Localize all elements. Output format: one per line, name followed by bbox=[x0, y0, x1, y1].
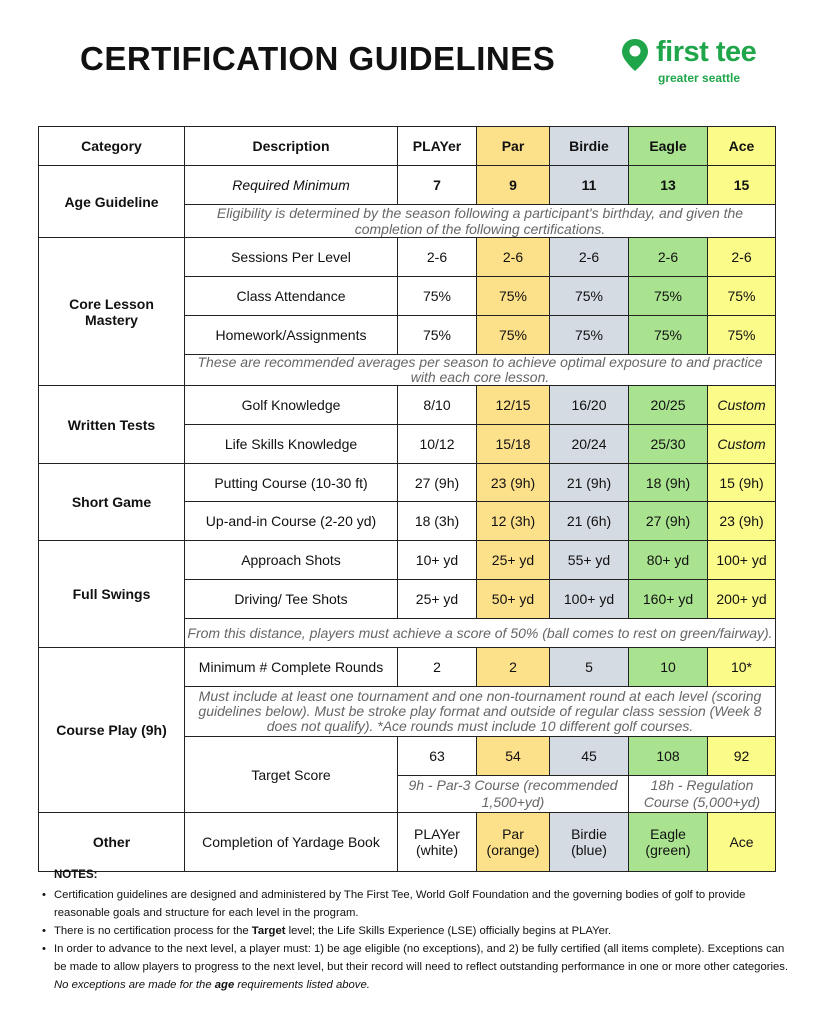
note-bold: Target bbox=[251, 925, 286, 937]
short-player: 27 (9h) bbox=[398, 464, 477, 502]
written-row bbox=[39, 386, 776, 425]
full-player: 10+ yd bbox=[398, 541, 477, 580]
rounds-player: 2 bbox=[398, 648, 477, 687]
core-player: 75% bbox=[398, 277, 477, 316]
short-par: 12 (3h) bbox=[477, 502, 550, 541]
core-birdie: 75% bbox=[550, 277, 629, 316]
core-eagle: 2-6 bbox=[629, 238, 708, 277]
core-birdie: 2-6 bbox=[550, 238, 629, 277]
written-player: 10/12 bbox=[398, 425, 477, 464]
yardage-book-name: PLAYer bbox=[414, 826, 460, 842]
age-note: Eligibility is determined by the season following a participant's birthday, and given the completion of the following certifications. bbox=[185, 205, 776, 238]
header-ace: Ace bbox=[708, 127, 776, 166]
category-age: Age Guideline bbox=[39, 166, 185, 238]
core-ace: 75% bbox=[708, 277, 776, 316]
note-italic: No exceptions are made for the bbox=[54, 979, 215, 991]
note-bold: age bbox=[214, 979, 235, 991]
header-description: Description bbox=[185, 127, 398, 166]
written-ace: Custom bbox=[708, 425, 776, 464]
short-par: 23 (9h) bbox=[477, 464, 550, 502]
core-row bbox=[39, 238, 776, 277]
course-rounds-row bbox=[39, 648, 776, 687]
full-description: Approach Shots bbox=[185, 541, 398, 580]
short-eagle: 27 (9h) bbox=[629, 502, 708, 541]
yardage-book-name: Birdie bbox=[571, 826, 607, 842]
other-player bbox=[398, 813, 477, 872]
written-birdie: 16/20 bbox=[550, 386, 629, 425]
header-par: Par bbox=[477, 127, 550, 166]
first-tee-logo bbox=[620, 36, 790, 86]
header-row bbox=[39, 127, 776, 166]
header-eagle: Eagle bbox=[629, 127, 708, 166]
short-birdie: 21 (9h) bbox=[550, 464, 629, 502]
notes-list bbox=[38, 886, 798, 994]
core-description: Sessions Per Level bbox=[185, 238, 398, 277]
page-title: CERTIFICATION GUIDELINES bbox=[80, 40, 556, 77]
note-item bbox=[42, 922, 798, 940]
written-description: Life Skills Knowledge bbox=[185, 425, 398, 464]
full-par: 25+ yd bbox=[477, 541, 550, 580]
full-eagle: 160+ yd bbox=[629, 580, 708, 619]
core-note: These are recommended averages per season to achieve optimal exposure to and practice with each core lesson. bbox=[185, 355, 776, 386]
notes-title: NOTES: bbox=[54, 869, 98, 881]
rounds-eagle: 10 bbox=[629, 648, 708, 687]
bullet: • bbox=[42, 943, 46, 955]
full-description: Driving/ Tee Shots bbox=[185, 580, 398, 619]
note-text: In order to advance to the next level, a player must: 1) be age eligible (no exceptions), and 2) be fully certified (all items complete). Exceptions can be made to allow players to progress to the next level, but their record will need to reflect outstanding performance in one or more other categories. bbox=[54, 943, 789, 973]
written-birdie: 20/24 bbox=[550, 425, 629, 464]
logo-subtitle: greater seattle bbox=[658, 71, 741, 85]
core-par: 2-6 bbox=[477, 238, 550, 277]
short-description: Putting Course (10-30 ft) bbox=[185, 464, 398, 502]
rounds-birdie: 5 bbox=[550, 648, 629, 687]
note-text: level; the Life Skills Experience (LSE) officially begins at PLAYer. bbox=[285, 925, 612, 937]
other-ace bbox=[708, 813, 776, 872]
target-eagle: 108 bbox=[629, 737, 708, 776]
course-note: Must include at least one tournament and one non-tournament round at each level (scoring guidelines below). Must be stroke play format and outside of regular class session (Week 8 does not qualify). *Ace rounds must include 10 different golf courses. bbox=[185, 687, 776, 737]
core-eagle: 75% bbox=[629, 277, 708, 316]
core-description: Homework/Assignments bbox=[185, 316, 398, 355]
header-category: Category bbox=[39, 127, 185, 166]
certification-table bbox=[38, 126, 776, 872]
full-par: 50+ yd bbox=[477, 580, 550, 619]
target-ace: 92 bbox=[708, 737, 776, 776]
note-text: There is no certification process for the bbox=[54, 925, 252, 937]
other-birdie bbox=[550, 813, 629, 872]
note-item bbox=[42, 886, 798, 922]
yardage-book-name: Ace bbox=[729, 834, 754, 850]
written-player: 8/10 bbox=[398, 386, 477, 425]
yardage-book-name: Par bbox=[502, 826, 524, 842]
full-ace: 200+ yd bbox=[708, 580, 776, 619]
core-description: Class Attendance bbox=[185, 277, 398, 316]
short-player: 18 (3h) bbox=[398, 502, 477, 541]
yardage-book-color: (white) bbox=[415, 842, 458, 858]
full-note: From this distance, players must achieve a score of 50% (ball comes to rest on green/fairway). bbox=[185, 619, 776, 648]
written-par: 15/18 bbox=[477, 425, 550, 464]
yardage-book-color: (green) bbox=[645, 842, 691, 858]
yardage-book-color: (blue) bbox=[571, 842, 607, 858]
location-pin-icon bbox=[620, 38, 650, 72]
core-par: 75% bbox=[477, 316, 550, 355]
short-eagle: 18 (9h) bbox=[629, 464, 708, 502]
category-short-game: Short Game bbox=[39, 464, 185, 541]
target-par: 54 bbox=[477, 737, 550, 776]
core-par: 75% bbox=[477, 277, 550, 316]
rounds-par: 2 bbox=[477, 648, 550, 687]
category-core-lesson: Core Lesson Mastery bbox=[39, 238, 185, 386]
rounds-ace: 10* bbox=[708, 648, 776, 687]
yardage-book-name: Eagle bbox=[650, 826, 686, 842]
written-ace: Custom bbox=[708, 386, 776, 425]
core-eagle: 75% bbox=[629, 316, 708, 355]
target-player: 63 bbox=[398, 737, 477, 776]
full-player: 25+ yd bbox=[398, 580, 477, 619]
other-description: Completion of Yardage Book bbox=[185, 813, 398, 872]
core-birdie: 75% bbox=[550, 316, 629, 355]
full-eagle: 80+ yd bbox=[629, 541, 708, 580]
core-player: 2-6 bbox=[398, 238, 477, 277]
core-player: 75% bbox=[398, 316, 477, 355]
header-birdie: Birdie bbox=[550, 127, 629, 166]
other-row bbox=[39, 813, 776, 872]
note-item bbox=[42, 940, 798, 994]
short-ace: 23 (9h) bbox=[708, 502, 776, 541]
core-ace: 75% bbox=[708, 316, 776, 355]
category-other: Other bbox=[39, 813, 185, 872]
full-ace: 100+ yd bbox=[708, 541, 776, 580]
core-ace: 2-6 bbox=[708, 238, 776, 277]
short-game-row bbox=[39, 464, 776, 502]
note-italic: requirements listed above. bbox=[234, 979, 370, 991]
target-sub-left: 9h - Par-3 Course (recommended 1,500+yd) bbox=[398, 776, 629, 813]
written-eagle: 20/25 bbox=[629, 386, 708, 425]
age-row bbox=[39, 166, 776, 205]
target-birdie: 45 bbox=[550, 737, 629, 776]
note-text: Certification guidelines are designed and administered by The First Tee, World Golf Foundation and the governing bodies of golf to provide reasonable goals and structure for each level in the program. bbox=[54, 889, 746, 919]
short-description: Up-and-in Course (2-20 yd) bbox=[185, 502, 398, 541]
age-birdie: 11 bbox=[550, 166, 629, 205]
header-player: PLAYer bbox=[398, 127, 477, 166]
full-birdie: 100+ yd bbox=[550, 580, 629, 619]
short-birdie: 21 (6h) bbox=[550, 502, 629, 541]
bullet: • bbox=[42, 889, 46, 901]
yardage-book-color: (orange) bbox=[486, 842, 540, 858]
logo-name: first tee bbox=[656, 36, 757, 68]
written-description: Golf Knowledge bbox=[185, 386, 398, 425]
age-eagle: 13 bbox=[629, 166, 708, 205]
target-description: Target Score bbox=[185, 737, 398, 813]
bullet: • bbox=[42, 925, 46, 937]
short-ace: 15 (9h) bbox=[708, 464, 776, 502]
rounds-description: Minimum # Complete Rounds bbox=[185, 648, 398, 687]
full-birdie: 55+ yd bbox=[550, 541, 629, 580]
category-written-tests: Written Tests bbox=[39, 386, 185, 464]
notes-section bbox=[38, 866, 798, 994]
other-par bbox=[477, 813, 550, 872]
full-swings-row bbox=[39, 541, 776, 580]
written-eagle: 25/30 bbox=[629, 425, 708, 464]
other-eagle bbox=[629, 813, 708, 872]
age-player: 7 bbox=[398, 166, 477, 205]
age-ace: 15 bbox=[708, 166, 776, 205]
age-par: 9 bbox=[477, 166, 550, 205]
category-full-swings: Full Swings bbox=[39, 541, 185, 648]
written-par: 12/15 bbox=[477, 386, 550, 425]
category-course-play: Course Play (9h) bbox=[39, 648, 185, 813]
age-description: Required Minimum bbox=[185, 166, 398, 205]
target-sub-right: 18h - Regulation Course (5,000+yd) bbox=[629, 776, 776, 813]
